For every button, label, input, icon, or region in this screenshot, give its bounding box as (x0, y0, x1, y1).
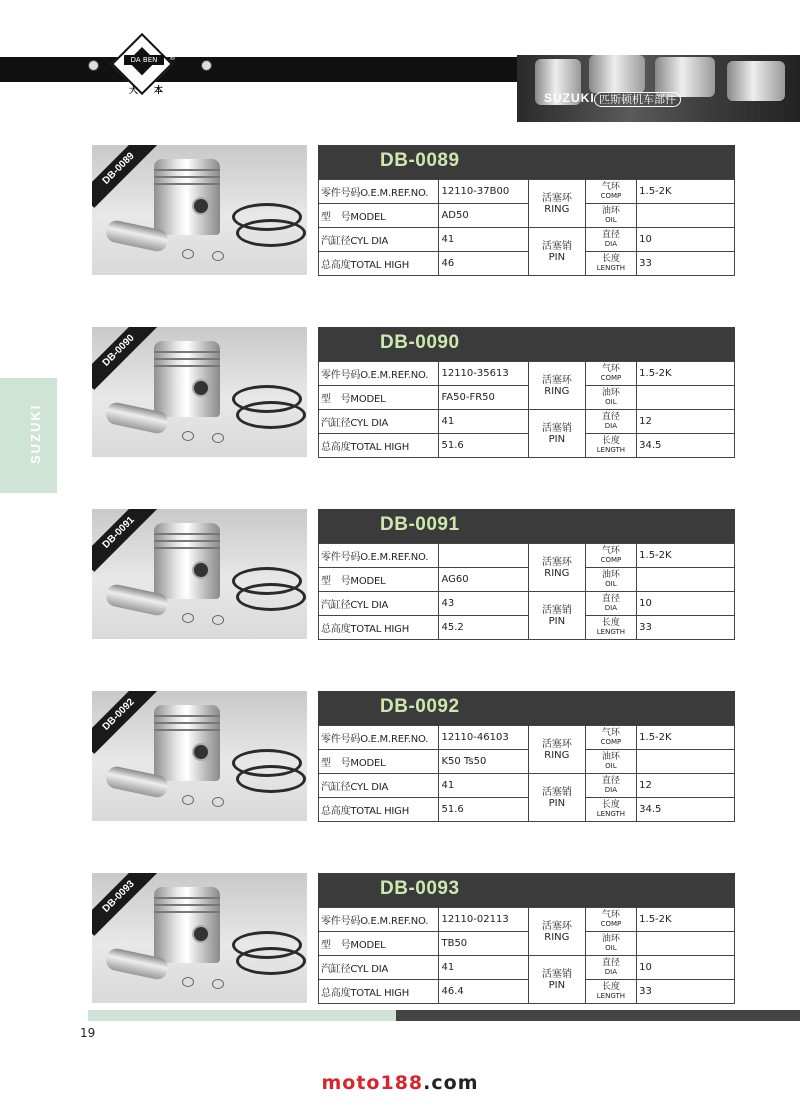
piston-ring-image (236, 947, 306, 975)
circlip-image (182, 431, 194, 441)
table-row (319, 544, 735, 568)
label-ref-no: 零件号码O.E.M.REF.NO. (319, 180, 439, 204)
label-total-high: 总高度TOTAL HIGH (319, 980, 439, 1004)
value-comp: 1.5-2K (637, 726, 735, 750)
label-cyl-dia: 汽缸径CYL DIA (319, 228, 439, 252)
spec-table (318, 907, 735, 1004)
logo-chinese-text: 大本 (129, 86, 180, 96)
value-comp: 1.5-2K (637, 362, 735, 386)
value-total-high: 46 (439, 252, 529, 276)
value-pin-length: 34.5 (637, 798, 735, 822)
circlip-image (182, 249, 194, 259)
pin-category: 活塞销 PIN (529, 592, 586, 640)
value-cyl-dia: 41 (439, 228, 529, 252)
value-ref-no: 12110-35613 (439, 362, 529, 386)
table-row (319, 228, 735, 252)
circlip-image (182, 613, 194, 623)
product-entry (0, 691, 800, 826)
spec-table (318, 361, 735, 458)
product-photo (92, 145, 307, 275)
value-model: FA50-FR50 (439, 386, 529, 410)
label-ref-no: 零件号码O.E.M.REF.NO. (319, 908, 439, 932)
value-comp: 1.5-2K (637, 908, 735, 932)
table-row (319, 980, 735, 1004)
pin-category: 活塞销 PIN (529, 228, 586, 276)
banner-piston-image (589, 55, 645, 93)
footer-bar-dark (396, 1010, 800, 1021)
table-row (319, 204, 735, 228)
table-row (319, 434, 735, 458)
label-total-high: 总高度TOTAL HIGH (319, 252, 439, 276)
label-cyl-dia: 汽缸径CYL DIA (319, 592, 439, 616)
banner-piston-image (655, 57, 715, 97)
label-model: 型 号MODEL (319, 204, 439, 228)
product-code: DB-0090 (380, 332, 460, 353)
table-row (319, 180, 735, 204)
section-side-label: SUZUKI (28, 403, 43, 464)
product-code-ribbon: DB-0092 (92, 691, 158, 754)
value-model: AG60 (439, 568, 529, 592)
value-model: AD50 (439, 204, 529, 228)
product-code-ribbon: DB-0089 (92, 145, 158, 208)
oil-sub-label: 油环 OIL (585, 568, 636, 592)
value-pin-dia: 10 (637, 592, 735, 616)
pin-category: 活塞销 PIN (529, 774, 586, 822)
product-code-ribbon: DB-0090 (92, 327, 158, 390)
pin-hole-image (192, 925, 210, 943)
footer-bar-green (88, 1010, 396, 1021)
value-model: TB50 (439, 932, 529, 956)
product-title-bar (318, 873, 735, 907)
product-code-ribbon: DB-0091 (92, 509, 158, 572)
value-pin-dia: 10 (637, 228, 735, 252)
length-sub-label: 长度 LENGTH (585, 616, 636, 640)
logo-bolt-left-icon (88, 60, 99, 71)
brand-logo (88, 38, 208, 100)
label-cyl-dia: 汽缸径CYL DIA (319, 956, 439, 980)
circlip-image (182, 977, 194, 987)
table-row (319, 568, 735, 592)
piston-groove (154, 169, 220, 171)
value-pin-length: 33 (637, 252, 735, 276)
ring-category: 活塞环 RING (529, 544, 586, 592)
table-row (319, 956, 735, 980)
comp-sub-label: 气环 COMP (585, 726, 636, 750)
piston-groove (154, 897, 220, 899)
length-sub-label: 长度 LENGTH (585, 980, 636, 1004)
ring-category: 活塞环 RING (529, 908, 586, 956)
value-total-high: 45.2 (439, 616, 529, 640)
pin-hole-image (192, 743, 210, 761)
piston-groove (154, 183, 220, 185)
spec-table (318, 543, 735, 640)
value-oil (637, 204, 735, 228)
label-total-high: 总高度TOTAL HIGH (319, 798, 439, 822)
logo-registered-mark: ® (169, 54, 176, 62)
length-sub-label: 长度 LENGTH (585, 798, 636, 822)
value-pin-length: 33 (637, 616, 735, 640)
piston-groove (154, 176, 220, 178)
value-oil (637, 750, 735, 774)
piston-groove (154, 729, 220, 731)
piston-groove (154, 547, 220, 549)
pin-hole-image (192, 197, 210, 215)
logo-text: DA BEN (124, 55, 164, 65)
dia-sub-label: 直径 DIA (585, 228, 636, 252)
label-model: 型 号MODEL (319, 386, 439, 410)
banner-piston-image (727, 61, 785, 101)
value-pin-dia: 12 (637, 410, 735, 434)
oil-sub-label: 油环 OIL (585, 204, 636, 228)
comp-sub-label: 气环 COMP (585, 908, 636, 932)
page-number: 19 (80, 1026, 96, 1040)
value-pin-dia: 12 (637, 774, 735, 798)
product-code: DB-0089 (380, 150, 460, 171)
value-comp: 1.5-2K (637, 544, 735, 568)
value-model: K50 Ts50 (439, 750, 529, 774)
product-code-ribbon: DB-0093 (92, 873, 158, 936)
dia-sub-label: 直径 DIA (585, 592, 636, 616)
ring-category: 活塞环 RING (529, 362, 586, 410)
table-row (319, 362, 735, 386)
product-code: DB-0093 (380, 878, 460, 899)
product-code: DB-0092 (380, 696, 460, 717)
product-photo (92, 873, 307, 1003)
piston-ring-image (236, 765, 306, 793)
website-url[interactable] (0, 1072, 800, 1094)
value-comp: 1.5-2K (637, 180, 735, 204)
label-ref-no: 零件号码O.E.M.REF.NO. (319, 544, 439, 568)
circlip-image (212, 979, 224, 989)
product-photo (92, 691, 307, 821)
oil-sub-label: 油环 OIL (585, 932, 636, 956)
value-total-high: 51.6 (439, 798, 529, 822)
ring-category: 活塞环 RING (529, 180, 586, 228)
spec-table (318, 179, 735, 276)
value-oil (637, 932, 735, 956)
value-cyl-dia: 41 (439, 410, 529, 434)
dia-sub-label: 直径 DIA (585, 410, 636, 434)
length-sub-label: 长度 LENGTH (585, 434, 636, 458)
product-title-bar (318, 145, 735, 179)
value-pin-length: 33 (637, 980, 735, 1004)
value-ref-no: 12110-02113 (439, 908, 529, 932)
value-oil (637, 568, 735, 592)
product-photo (92, 327, 307, 457)
table-row (319, 750, 735, 774)
dia-sub-label: 直径 DIA (585, 774, 636, 798)
value-pin-dia: 10 (637, 956, 735, 980)
pin-category: 活塞销 PIN (529, 956, 586, 1004)
piston-groove (154, 715, 220, 717)
label-model: 型 号MODEL (319, 750, 439, 774)
product-entry (0, 145, 800, 280)
table-row (319, 252, 735, 276)
label-ref-no: 零件号码O.E.M.REF.NO. (319, 362, 439, 386)
value-cyl-dia: 41 (439, 774, 529, 798)
logo-bolt-right-icon (201, 60, 212, 71)
brand-tag: SUZUKI (544, 91, 595, 105)
piston-ring-image (236, 401, 306, 429)
piston-groove (154, 358, 220, 360)
value-total-high: 51.6 (439, 434, 529, 458)
website-name: moto188 (321, 1072, 424, 1094)
piston-groove (154, 533, 220, 535)
value-pin-length: 34.5 (637, 434, 735, 458)
value-cyl-dia: 41 (439, 956, 529, 980)
table-row (319, 798, 735, 822)
piston-groove (154, 351, 220, 353)
product-title-bar (318, 691, 735, 725)
product-title-bar (318, 509, 735, 543)
value-ref-no (439, 544, 529, 568)
table-row (319, 908, 735, 932)
circlip-image (212, 251, 224, 261)
product-code: DB-0091 (380, 514, 460, 535)
table-row (319, 410, 735, 434)
comp-sub-label: 气环 COMP (585, 362, 636, 386)
piston-groove (154, 911, 220, 913)
website-domain: .com (423, 1072, 479, 1094)
circlip-image (182, 795, 194, 805)
piston-groove (154, 904, 220, 906)
comp-sub-label: 气环 COMP (585, 544, 636, 568)
label-total-high: 总高度TOTAL HIGH (319, 616, 439, 640)
table-row (319, 726, 735, 750)
table-row (319, 592, 735, 616)
value-ref-no: 12110-46103 (439, 726, 529, 750)
label-total-high: 总高度TOTAL HIGH (319, 434, 439, 458)
oil-sub-label: 油环 OIL (585, 750, 636, 774)
dia-sub-label: 直径 DIA (585, 956, 636, 980)
product-entry (0, 509, 800, 644)
value-oil (637, 386, 735, 410)
product-photo (92, 509, 307, 639)
circlip-image (212, 797, 224, 807)
label-model: 型 号MODEL (319, 932, 439, 956)
table-row (319, 774, 735, 798)
product-entry (0, 873, 800, 1008)
piston-ring-image (236, 583, 306, 611)
table-row (319, 932, 735, 956)
piston-groove (154, 722, 220, 724)
label-model: 型 号MODEL (319, 568, 439, 592)
piston-groove (154, 540, 220, 542)
pin-hole-image (192, 561, 210, 579)
table-row (319, 386, 735, 410)
label-ref-no: 零件号码O.E.M.REF.NO. (319, 726, 439, 750)
circlip-image (212, 615, 224, 625)
length-sub-label: 长度 LENGTH (585, 252, 636, 276)
piston-groove (154, 365, 220, 367)
label-cyl-dia: 汽缸径CYL DIA (319, 410, 439, 434)
header-banner (517, 55, 800, 122)
piston-ring-image (236, 219, 306, 247)
oil-sub-label: 油环 OIL (585, 386, 636, 410)
value-total-high: 46.4 (439, 980, 529, 1004)
brand-chinese-tag: 匹斯顿机车部件 (594, 92, 681, 107)
label-cyl-dia: 汽缸径CYL DIA (319, 774, 439, 798)
comp-sub-label: 气环 COMP (585, 180, 636, 204)
pin-hole-image (192, 379, 210, 397)
product-entry (0, 327, 800, 462)
table-row (319, 616, 735, 640)
ring-category: 活塞环 RING (529, 726, 586, 774)
product-title-bar (318, 327, 735, 361)
value-cyl-dia: 43 (439, 592, 529, 616)
value-ref-no: 12110-37B00 (439, 180, 529, 204)
pin-category: 活塞销 PIN (529, 410, 586, 458)
circlip-image (212, 433, 224, 443)
spec-table (318, 725, 735, 822)
